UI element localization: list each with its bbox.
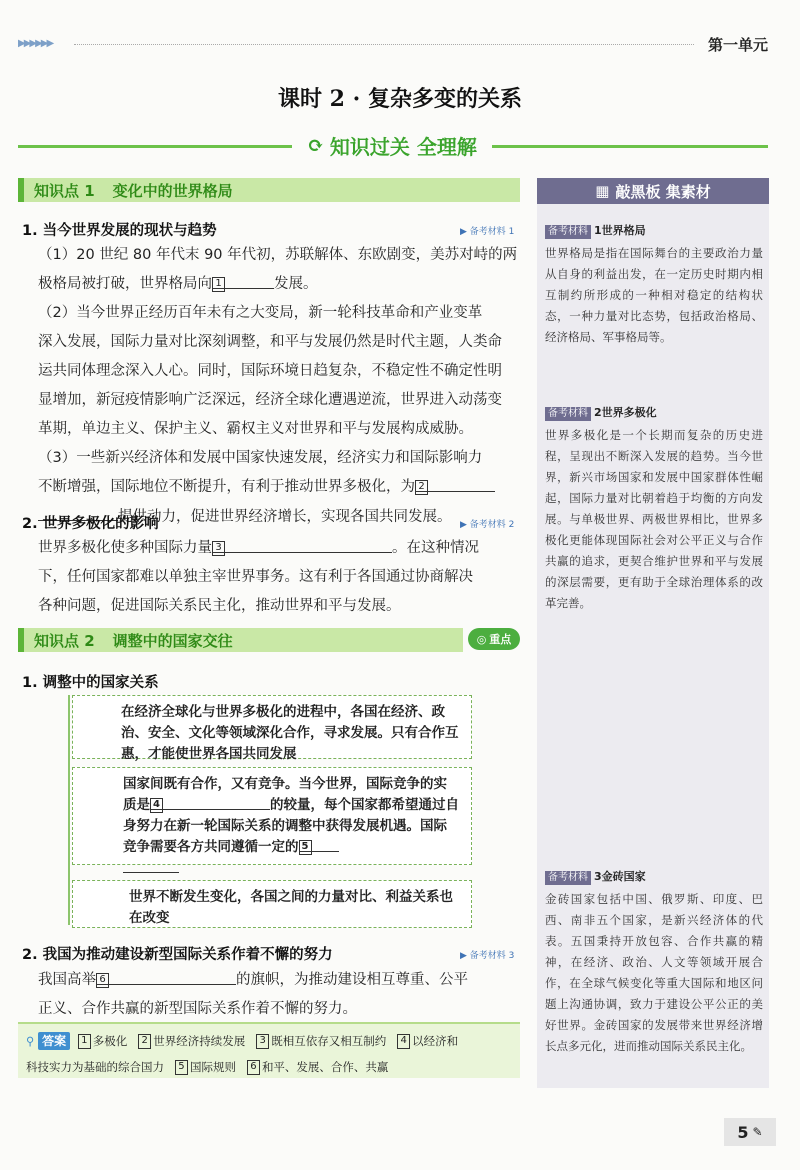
material-3: 备考材料 3金砖国家 金砖国家包括中国、俄罗斯、印度、巴西、南非五个国家，是新兴经济体的代表。五国秉持开放包容、合作共赢的精神，在经济、政治、人文等领域开展合作，在全球气候变化等重大国际和地区问题上沟通协调，致力于建设公平公正的美好世界。金砖国家的发展带来世界经济增长点多元化，进而推动国际关系民主化。: [545, 870, 763, 1053]
banner-label: 知识过关 全理解: [329, 134, 477, 159]
s4-body: 我国高举 6 的旗帜，为推动建设相互尊重、公平 正义、合作共赢的新型国际关系作着不懈的努力。: [38, 966, 520, 1024]
kp1-label: 知识点 1: [34, 181, 95, 200]
kp2-title: 调整中的国家交往: [112, 631, 233, 650]
material-2: 备考材料 2世界多极化 世界多极化是一个长期而复杂的历史进程，呈现出不断深入发展的趋势。当今世界，新兴市场国家和发展中国家群体性崛起，国际力量对比朝着趋于均衡的方向发展。与单极世界、两极世界相比，世界多极化更能体现国际社会对公平正义与合作共赢的追求，更契合维护世界和平与发展的深层需要，更有助于全球治理体系的改革完善。: [545, 406, 763, 610]
page-number: 5 ✎: [724, 1118, 776, 1146]
knowledge-point-1: [18, 178, 520, 202]
s2-ref: ▶ 备考材料 2: [460, 520, 515, 530]
unit-label: 第一单元: [707, 36, 768, 54]
concept-box-3: 世界不断发生变化，各国之间的力量对比、利益关系也在改变: [72, 880, 472, 928]
refresh-icon: ⟳: [307, 133, 324, 157]
pen-icon: ✎: [752, 1125, 763, 1139]
sidebar-header: ▦ 敲黑板 集素材: [537, 178, 769, 204]
answer-box: ⚲ 答案 1 多极化 2 世界经济持续发展 3 既相互依存又相互制约 4 以经济和 科技实力为基础的综合国力 5 国际规则 6 和平、发展、合作、共赢: [18, 1022, 520, 1078]
target-icon: ◎: [476, 632, 487, 646]
kp2-label: 知识点 2: [34, 631, 95, 650]
s4-ref: ▶ 备考材料 3: [460, 951, 515, 961]
lesson-title: 课时 2 · 复杂多变的关系: [278, 86, 522, 112]
material-1: 备考材料 1世界格局 世界格局是指在国际舞台的主要政治力量从自身的利益出发，在一定历史时期内相互制约所形成的一种相对稳定的结构状态，一种力量对比态势，包括政治格局、经济格局、军事格局等。: [545, 224, 763, 344]
header-dotted-line: [74, 44, 694, 45]
s2-body: 世界多极化使多种国际力量 3 。在这种情况 下，任何国家都难以单独主宰世界事务。这有利于各国通过协商解决 各种问题，促进国际关系民主化，推动世界和平与发展。: [38, 534, 520, 621]
knowledge-point-2: [18, 628, 463, 652]
s2-heading: 2. 世界多极化的影响: [22, 516, 159, 532]
kp1-title: 变化中的世界格局: [112, 181, 233, 200]
flow-connector: [68, 695, 70, 925]
s1-body: （1）20 世纪 80 年代末 90 年代初，苏联解体、东欧剧变，美苏对峙的两 极格局被打破，世界格局向 1 发展。 （2）当今世界正经历百年未有之大变局，新一轮科技革命和产业变革 深入发展，国际力量对比深刻调整，和平与发展仍然是时代主题，人类命 运共同体理念深入人心。同时，国际环境日趋复杂，不稳定性不确定性明 显增加，新冠疫情影响广泛深远，经济全球化遭遇逆流，世界进入动荡变 革期，单边主义、保护主义、霸权主义对世界和平与发展构成威胁。 （3）一些新兴经济体和发展中国家快速发展，经济实力和国际影响力 不断增强，国际地位不断提升，有利于推动世界多极化，为 2 提供动力，促进世界经济增长，实现各国共同发展。: [38, 247, 518, 525]
s1-heading: 1. 当今世界发展的现状与趋势: [22, 223, 217, 239]
key-badge: ◎ 重点: [468, 628, 520, 650]
header-arrows: ▶▶▶▶▶▶: [18, 38, 53, 49]
key-icon: ⚲: [26, 1034, 35, 1048]
concept-box-2: 国家间既有合作，又有竞争。当今世界，国际竞争的实质是 4 的较量，每个国家都希望通过自身努力在新一轮国际关系的调整中获得发展机遇。国际竞争需要各方共同遵循一定的 5: [72, 767, 472, 865]
s1-ref: ▶ 备考材料 1: [460, 227, 515, 237]
section-banner: [292, 130, 492, 160]
s3-heading: 1. 调整中的国家关系: [22, 675, 159, 691]
s4-heading: 2. 我国为推动建设新型国际关系作着不懈的努力: [22, 947, 333, 963]
concept-box-1: 在经济全球化与世界多极化的进程中，各国在经济、政治、安全、文化等领域深化合作，寻求发展。只有合作互惠，才能使世界各国共同发展: [72, 695, 472, 759]
teacher-icon: ▦: [595, 182, 610, 200]
